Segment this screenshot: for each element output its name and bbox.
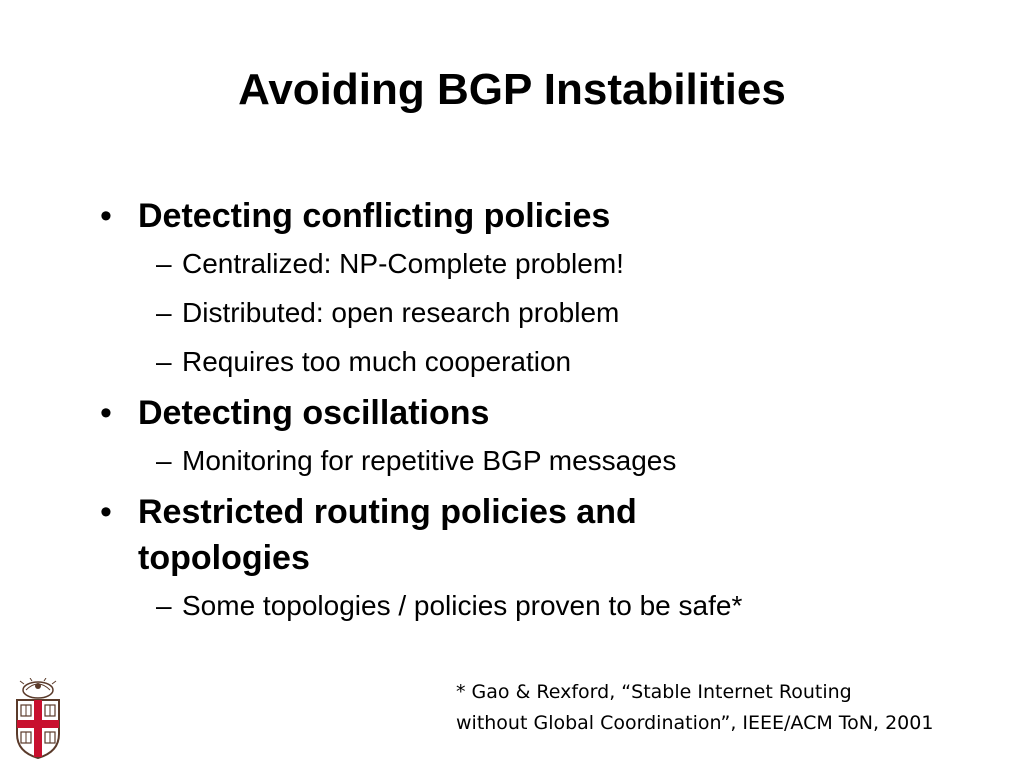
bullet-item	[98, 489, 798, 581]
shield-cross-horizontal	[17, 720, 59, 728]
footnote-line2: without Global Coordination”, IEEE/ACM ToN, 2001	[456, 712, 934, 734]
bullet-text-line2: topologies	[138, 539, 310, 577]
sub-bullet-text: Centralized: NP-Complete problem!	[182, 248, 624, 279]
sub-bullet-text: Some topologies / policies proven to be safe*	[182, 590, 743, 621]
bullet-text-line1: Restricted routing policies and	[138, 493, 637, 531]
shield-cross-vertical	[34, 700, 42, 757]
slide-title: Avoiding BGP Instabilities	[238, 65, 786, 114]
sub-bullet-item	[98, 239, 798, 288]
bullet-marker: •	[100, 197, 112, 235]
footnote-line1: * Gao & Rexford, “Stable Internet Routing	[456, 681, 852, 703]
bullet-item	[98, 390, 798, 436]
footnote	[456, 677, 1016, 739]
sub-bullet-item	[98, 581, 798, 630]
sub-bullet-marker: –	[156, 445, 172, 476]
bullet-list	[98, 193, 798, 630]
sub-bullet-text: Distributed: open research problem	[182, 297, 620, 328]
sub-bullet-marker: –	[156, 297, 172, 328]
sub-bullet-marker: –	[156, 248, 172, 279]
sub-bullet-text: Monitoring for repetitive BGP messages	[182, 445, 677, 476]
sub-bullet-marker: –	[156, 590, 172, 621]
bullet-marker: •	[100, 394, 112, 432]
bullet-item	[98, 193, 798, 239]
sub-bullet-text: Requires too much cooperation	[182, 346, 572, 377]
sub-bullet-marker: –	[156, 346, 172, 377]
shield-crest	[20, 678, 56, 698]
university-shield-icon	[14, 678, 62, 760]
sub-bullet-item	[98, 288, 798, 337]
bullet-marker: •	[100, 493, 112, 531]
sub-bullet-item	[98, 337, 798, 386]
sub-bullet-item	[98, 436, 798, 485]
bullet-text: Detecting oscillations	[138, 394, 490, 432]
bullet-text: Detecting conflicting policies	[138, 197, 611, 235]
